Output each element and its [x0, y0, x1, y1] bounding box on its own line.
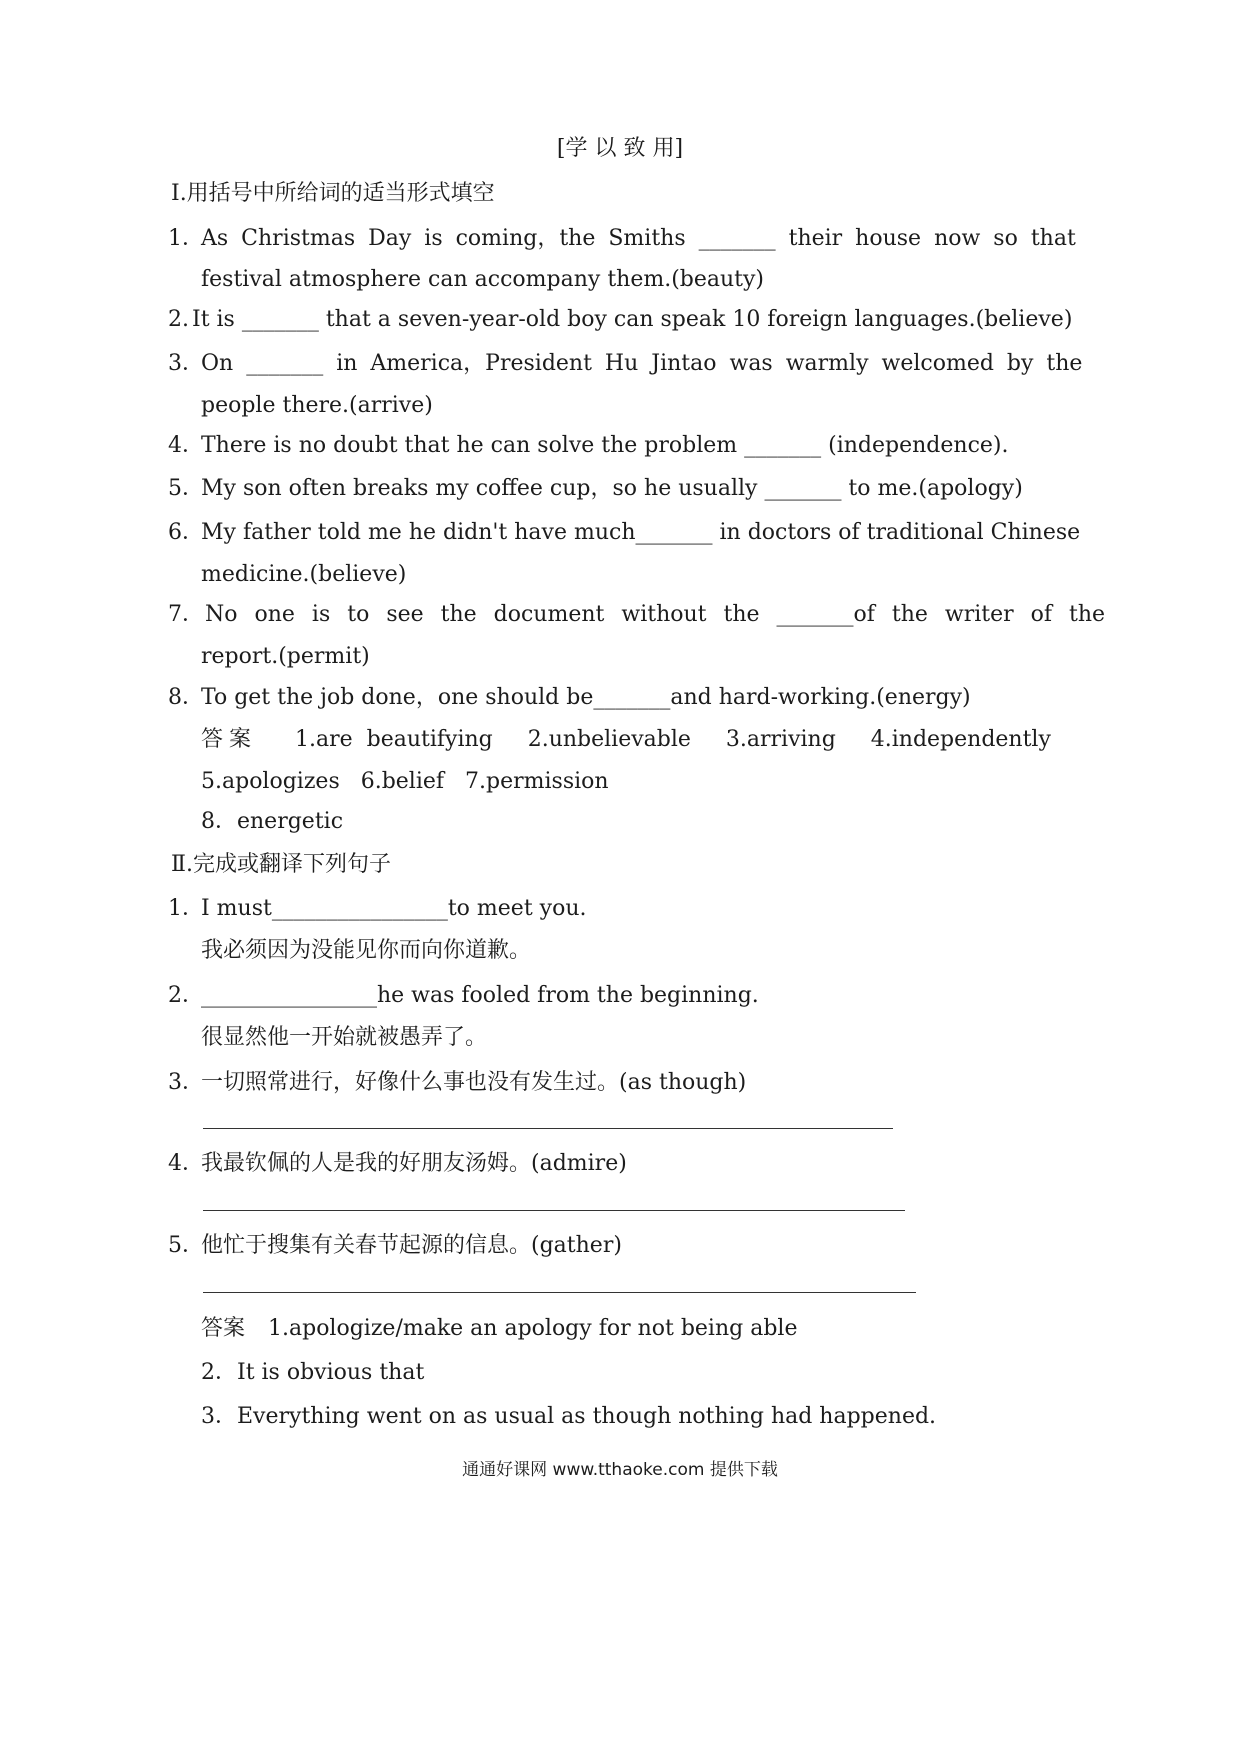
- question-text: ________________he was fooled from the beginning.: [201, 983, 759, 1008]
- question-translation: 我必须因为没能见你而向你道歉。: [201, 938, 532, 963]
- question-number: 6．: [168, 520, 204, 545]
- answer-label: 答案: [201, 1316, 246, 1341]
- question-text: 他忙于搜集有关春节起源的信息。(gather): [201, 1233, 622, 1258]
- question-number: 1．: [168, 896, 204, 921]
- answer-text: 8．energetic: [201, 809, 344, 834]
- question-number: 8．: [168, 685, 204, 710]
- answer-text: 2．It is obvious that: [201, 1360, 425, 1385]
- section1-heading: Ⅰ.用括号中所给词的适当形式填空: [171, 181, 495, 206]
- question-text: 一切照常进行，好像什么事也没有发生过。(as though): [201, 1070, 747, 1095]
- question-text: 我最钦佩的人是我的好朋友汤姆。(admire): [201, 1151, 627, 1176]
- question-text: medicine.(believe): [201, 562, 407, 587]
- question-number: 5．: [168, 1233, 204, 1258]
- section2-heading: Ⅱ.完成或翻译下列句子: [171, 852, 391, 877]
- question-text: It is _______ that a seven-year-old boy can speak 10 foreign languages.(believe): [192, 307, 1073, 332]
- question-text: To get the job done，one should be_______and hard-working.(energy): [201, 685, 971, 710]
- question-number: 7．: [168, 602, 204, 627]
- question-number: 5．: [168, 476, 204, 501]
- answer-text: 1.apologize/make an apology for not being able: [268, 1316, 798, 1341]
- question-text: My son often breaks my coffee cup，so he usually _______ to me.(apology): [201, 476, 1023, 501]
- question-number: 2.: [168, 307, 189, 332]
- question-number: 3．: [168, 1070, 204, 1095]
- question-number: 1．: [168, 226, 204, 251]
- question-number: 4．: [168, 433, 204, 458]
- question-number: 2．: [168, 983, 204, 1008]
- question-text: My father told me he didn't have much_______ in doctors of traditional Chinese: [201, 520, 1081, 545]
- question-text: On _______ in America，President Hu Jintao was warmly welcomed by the: [201, 351, 1083, 376]
- question-text: I must________________to meet you.: [201, 896, 587, 921]
- question-text: No one is to see the document without the _______of the writer of the: [205, 602, 1106, 627]
- question-translation: 很显然他一开始就被愚弄了。: [201, 1025, 488, 1050]
- question-text: report.(permit): [201, 644, 370, 669]
- page-footer: 通通好课网 www.tthaoke.com 提供下载: [462, 1460, 778, 1480]
- answer-text: 3．Everything went on as usual as though nothing had happened.: [201, 1404, 937, 1429]
- question-text: There is no doubt that he can solve the problem _______ (independence).: [201, 433, 1009, 458]
- question-text: people there.(arrive): [201, 393, 433, 418]
- answer-line: [203, 1210, 905, 1211]
- question-text: As Christmas Day is coming，the Smiths _______ their house now so that: [201, 226, 1076, 251]
- answer-line: [203, 1128, 893, 1129]
- answer-line: [203, 1292, 916, 1293]
- answer-label: 答案: [201, 727, 258, 752]
- answer-text: 5.apologizes 6.belief 7.permission: [201, 769, 609, 794]
- answer-text: 1.are beautifying 2.unbelievable 3.arriving 4.independently: [295, 727, 1051, 752]
- question-number: 3．: [168, 351, 204, 376]
- page-title: [学 以 致 用]: [556, 136, 684, 161]
- question-text: festival atmosphere can accompany them.(beauty): [201, 267, 765, 292]
- question-number: 4．: [168, 1151, 204, 1176]
